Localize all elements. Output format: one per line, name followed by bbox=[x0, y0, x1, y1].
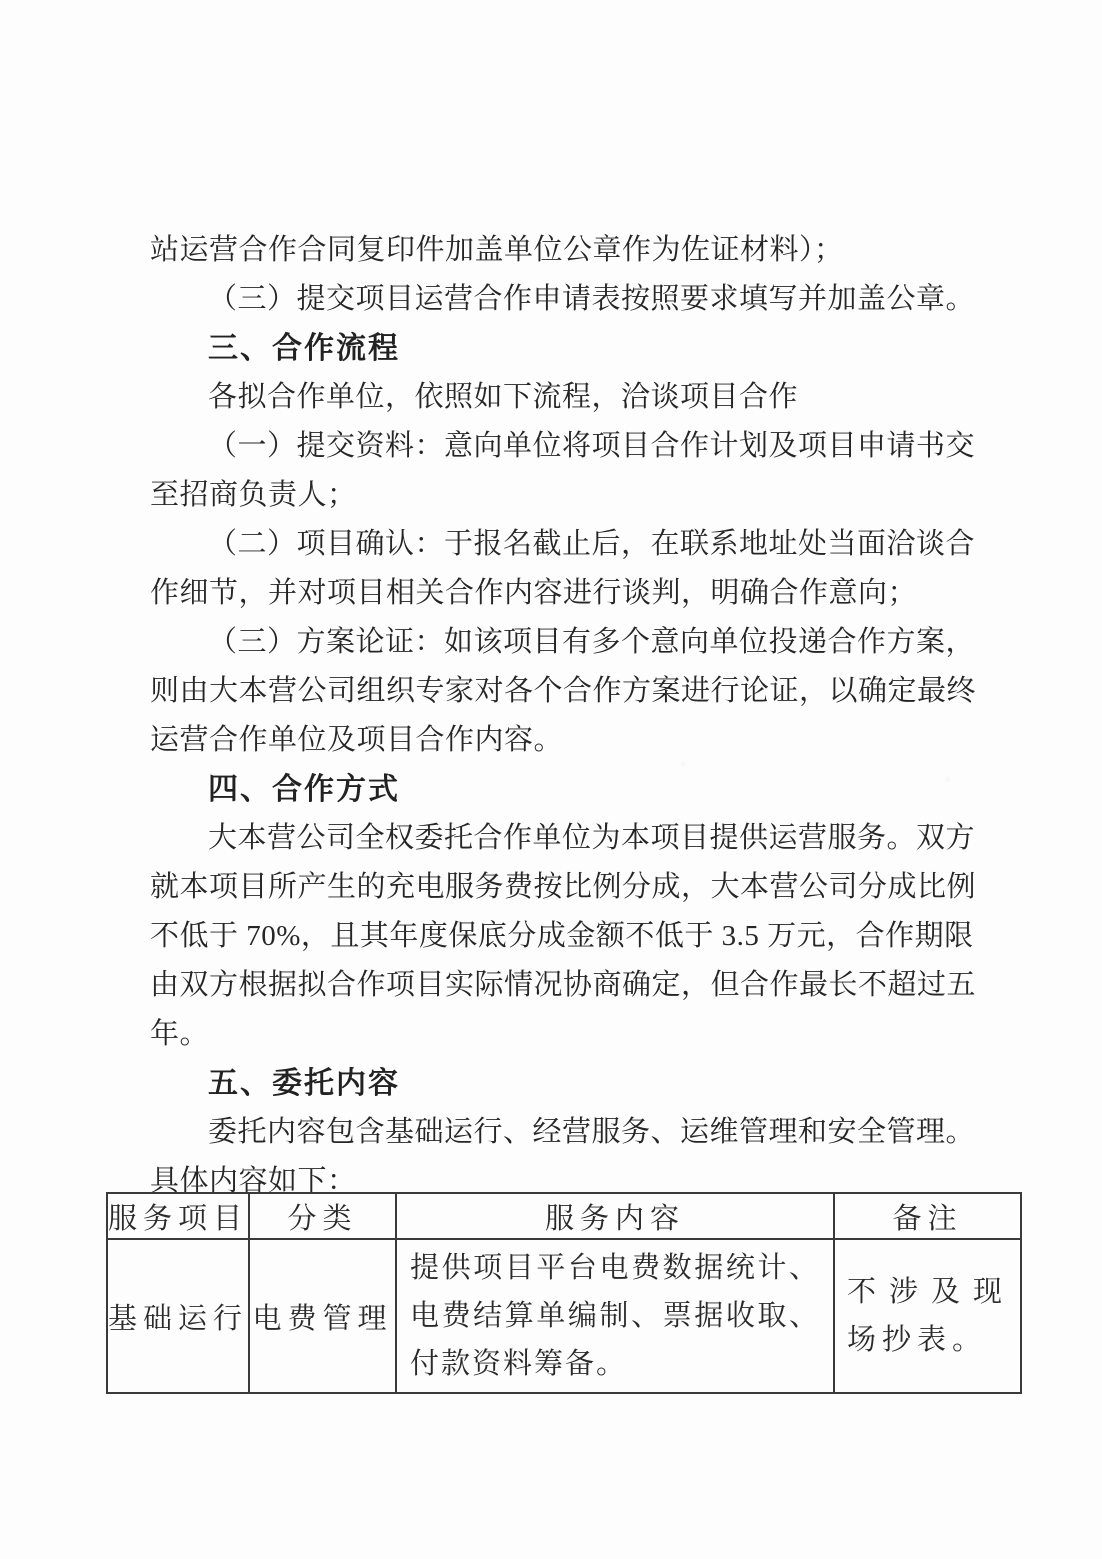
cell-content: 提供项目平台电费数据统计、电费结算单编制、票据收取、付款资料筹备。 bbox=[396, 1239, 834, 1393]
text-line: 站运营合作合同复印件加盖单位公章作为佐证材料）； bbox=[150, 234, 844, 266]
text-line: （一）提交资料：意向单位将项目合作计划及项目申请书交 bbox=[208, 430, 976, 462]
text-line: 就本项目所产生的充电服务费按比例分成，大本营公司分成比例 bbox=[150, 871, 977, 903]
section-heading-cooperation-method: 四、合作方式 bbox=[208, 773, 400, 806]
table-header-content: 服务内容 bbox=[396, 1193, 834, 1239]
text-line: 大本营公司全权委托合作单位为本项目提供运营服务。双方 bbox=[208, 822, 976, 854]
table-row bbox=[107, 1239, 1021, 1393]
table-header-row bbox=[107, 1193, 1021, 1239]
cell-category: 电费管理 bbox=[249, 1239, 396, 1393]
cell-note: 不涉及现场抄表。 bbox=[834, 1239, 1021, 1393]
cell-service-item: 基础运行 bbox=[107, 1239, 249, 1393]
table-header-note: 备注 bbox=[834, 1193, 1021, 1239]
text-line: 至招商负责人； bbox=[150, 479, 357, 511]
text-line: （三）方案论证：如该项目有多个意向单位投递合作方案， bbox=[208, 626, 976, 658]
text-line: 不低于 70%，且其年度保底分成金额不低于 3.5 万元，合作期限 bbox=[150, 920, 974, 952]
text-line: 具体内容如下： bbox=[150, 1165, 357, 1197]
text-line: 运营合作单位及项目合作内容。 bbox=[150, 724, 564, 756]
text-line: 委托内容包含基础运行、经营服务、运维管理和安全管理。 bbox=[208, 1116, 976, 1148]
text-line: （二）项目确认：于报名截止后，在联系地址处当面洽谈合 bbox=[208, 528, 976, 560]
text-line: 作细节，并对项目相关合作内容进行谈判，明确合作意向； bbox=[150, 577, 918, 609]
section-heading-entrusted-content: 五、委托内容 bbox=[208, 1067, 400, 1100]
document-body bbox=[150, 226, 998, 1206]
table-header-service-item: 服务项目 bbox=[107, 1193, 249, 1239]
text-line: （三）提交项目运营合作申请表按照要求填写并加盖公章。 bbox=[208, 283, 976, 315]
text-line: 由双方根据拟合作项目实际情况协商确定，但合作最长不超过五 bbox=[150, 969, 977, 1001]
text-line: 则由大本营公司组织专家对各个合作方案进行论证，以确定最终 bbox=[150, 675, 977, 707]
section-heading-cooperation-process: 三、合作流程 bbox=[208, 332, 400, 365]
table-header-category: 分类 bbox=[249, 1193, 396, 1239]
service-content-table bbox=[106, 1192, 1022, 1394]
text-line: 年。 bbox=[150, 1018, 210, 1050]
text-line: 各拟合作单位，依照如下流程，洽谈项目合作 bbox=[208, 381, 799, 413]
